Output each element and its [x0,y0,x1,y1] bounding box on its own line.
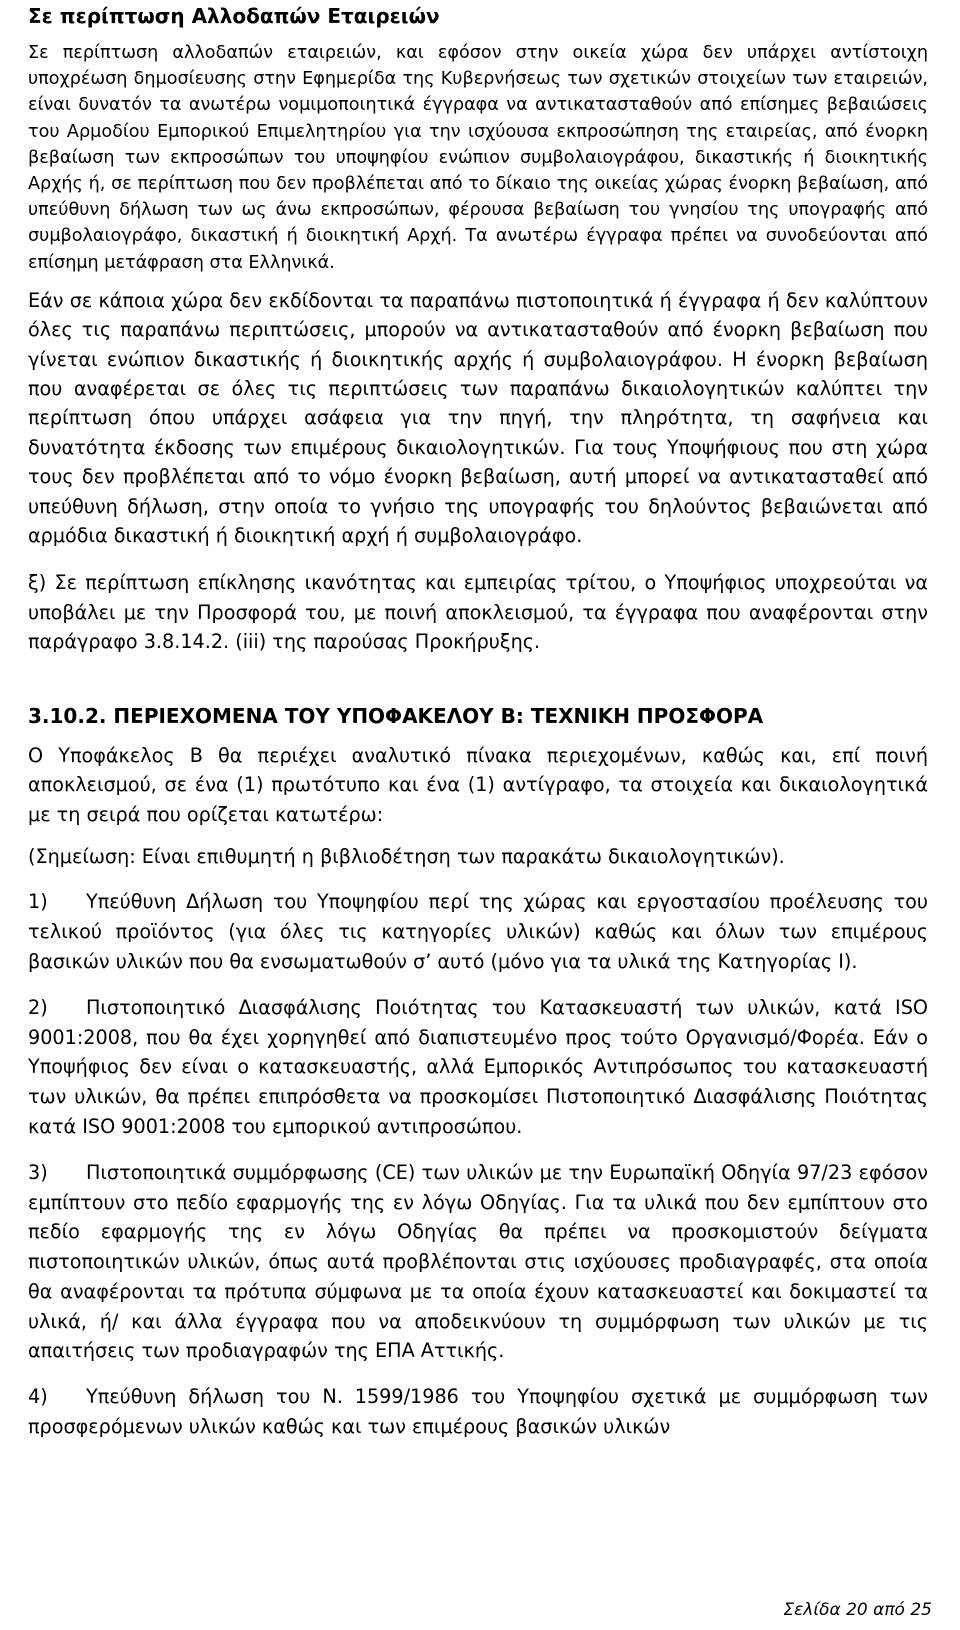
list-item-text: Υπεύθυνη Δήλωση του Υποψηφίου περί της χώρας και εργοστασίου προέλευσης του τελικού προϊόντος (για όλες τις κατηγορίες υλικών) καθώς και όλων των επιμέρους βασικών υλικών που θα ενσωματωθούν σ’ αυτό (μόνο για τα υλικά της Κατηγορίας Ι). [28,890,928,973]
list-item-text: Πιστοποιητικά συμμόρφωσης (CE) των υλικών με την Ευρωπαϊκή Οδηγία 97/23 εφόσον εμπίπτουν στο πεδίο εφαρμογής της εν λόγω Οδηγίας. Για τα υλικά που δεν εμπίπτουν στο πεδίο εφαρμογής της εν λόγω Οδηγίας θα πρέπει να προσκομιστούν δείγματα πιστοποιητικών υλικών, όπως αυτά προβλέπονται στις ισχύουσες προδιαγραφές, στα οποία θα αναφέρονται τα πρότυπα σύμφωνα με τα οποία έχουν κατασκευαστεί και δοκιμαστεί τα υλικά, ή/ και άλλα έγγραφα που να αποδεικνύουν τη συμμόρφωση των υλικών με τις απαιτήσεις των προδιαγραφών της ΕΠΑ Αττικής. [28,1160,928,1363]
paragraph-sworn-statement: Εάν σε κάποια χώρα δεν εκδίδονται τα παραπάνω πιστοποιητικά ή έγγραφα ή δεν καλύπτουν όλες τις παραπάνω περιπτώσεις, μπορούν να αντικατασταθούν από ένορκη βεβαίωση που γίνεται ενώπιον δικαστικής ή διοικητικής αρχής ή συμβολαιογράφου. Η ένορκη βεβαίωση που αναφέρεται σε όλες τις περιπτώσεις των παραπάνω δικαιολογητικών καλύπτει την περίπτωση όπου υπάρχει ασάφεια για την πηγή, την πληρότητα, τη σαφήνεια και δυνατότητα έκδοσης των επιμέρους δικαιολογητικών. Για τους Υποψήφιους που στη χώρα τους δεν προβλέπεται από το νόμο ένορκη βεβαίωση, αυτή μπορεί να αντικατασταθεί από υπεύθυνη δήλωση, στην οποία το γνήσιο της υπογραφής του δηλούντος βεβαιώνεται από αρμόδια δικαστική ή διοικητική αρχή ή συμβολαιογράφο. [28,288,928,548]
list-item-number: 2) [28,995,48,1019]
list-item-number: 1) [28,890,48,914]
section-heading-technical-offer: 3.10.2. ΠΕΡΙΕΧΟΜΕΝΑ ΤΟΥ ΥΠΟΦΑΚΕΛΟΥ Β: ΤΕΧΝΙΚΗ ΠΡΟΣΦΟΡΑ [28,703,764,728]
list-item-number: 3) [28,1160,48,1184]
list-item-text: Πιστοποιητικό Διασφάλισης Ποιότητας του Κατασκευαστή των υλικών, κατά ISO 9001:2008, που θα έχει χορηγηθεί από διαπιστευμένο προς τούτο Οργανισμό/Φορέα. Εάν ο Υποψήφιος δεν είναι ο κατασκευαστής, αλλά Εμπορικός Αντιπρόσωπος του κατασκευαστή των υλικών, θα πρέπει επιπρόσθετα να προσκομίσει Πιστοποιητικό Διασφάλισης Ποιότητας κατά ISO 9001:2008 του εμπορικού αντιπροσώπου. [28,995,928,1138]
list-item-number: 4) [28,1385,48,1409]
paragraph-binding-note: (Σημείωση: Είναι επιθυμητή η βιβλιοδέτηση των παρακάτω δικαιολογητικών). [28,844,785,868]
page-number-footer: Σελίδα 20 από 25 [783,1600,932,1620]
document-page [28,0,928,1442]
paragraph-third-party-capacity: ξ) Σε περίπτωση επίκλησης ικανότητας και εμπειρίας τρίτου, ο Υποψήφιος υποχρεούται να υποβάλει με την Προσφορά του, με ποινή αποκλεισμού, τα έγγραφα που αναφέρονται στην παράγραφο 3.8.14.2. (iii) της παρούσας Προκήρυξης. [28,571,928,654]
paragraph-technical-offer-intro: Ο Υποφάκελος Β θα περιέχει αναλυτικό πίνακα περιεχομένων, καθώς και, επί ποινή αποκλεισμού, σε ένα (1) πρωτότυπο και ένα (1) αντίγραφο, τα στοιχεία και δικαιολογητικά με τη σειρά που ορίζεται κατωτέρω: [28,743,928,826]
section-heading-foreign-companies: Σε περίπτωση Αλλοδαπών Εταιρειών [28,4,440,28]
list-item [28,993,928,1142]
paragraph-foreign-companies: Σε περίπτωση αλλοδαπών εταιρειών, και εφόσον στην οικεία χώρα δεν υπάρχει αντίστοιχη υποχρέωση δημοσίευσης στην Εφημερίδα της Κυβερνήσεως των σχετικών στοιχείων των εταιρειών, είναι δυνατόν τα ανωτέρω νομιμοποιητικά έγγραφα να αντικατασταθούν από επίσημες βεβαιώσεις του Αρμοδίου Εμπορικού Επιμελητηρίου για την ισχύουσα εκπροσώπηση της εταιρείας, από ένορκη βεβαίωση των εκπροσώπων του υποψηφίου ενώπιον συμβολαιογράφου, δικαστικής ή διοικητικής Αρχής ή, σε περίπτωση που δεν προβλέπεται από το δίκαιο της οικείας χώρας ένορκη βεβαίωση, από υπεύθυνη δήλωση των ως άνω εκπροσώπων, φέρουσα βεβαίωση του γνησίου της υπογραφής από συμβολαιογράφο, δικαστική ή διοικητική Αρχή. Τα ανωτέρω έγγραφα πρέπει να συνοδεύονται από επίσημη μετάφραση στα Ελληνικά. [28,43,928,273]
list-item [28,1382,928,1442]
list-item [28,1158,928,1367]
list-item-text: Υπεύθυνη δήλωση του Ν. 1599/1986 του Υποψηφίου σχετικά με συμμόρφωση των προσφερόμενων υλικών καθώς και των επιμέρους βασικών υλικών [28,1385,928,1439]
list-item [28,887,928,976]
